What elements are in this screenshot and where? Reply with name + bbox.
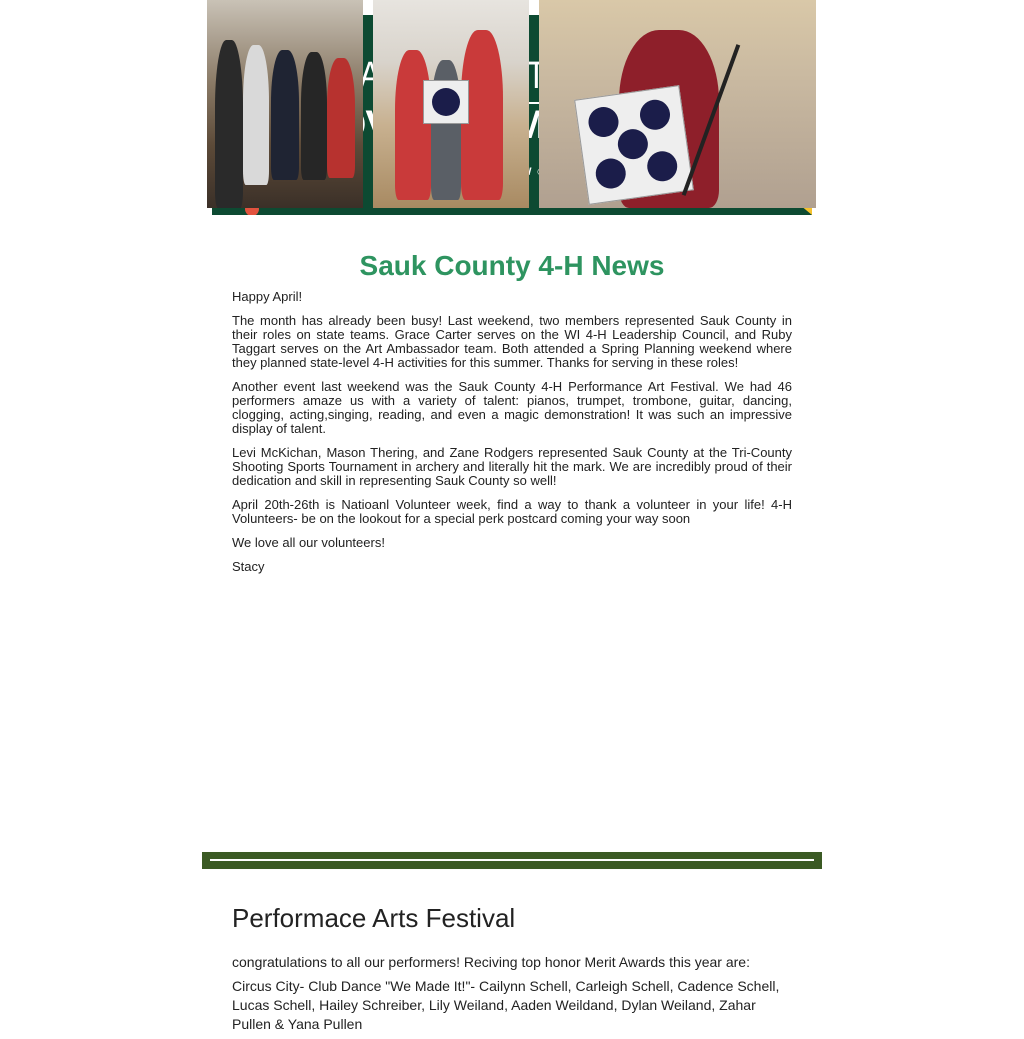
festival-body <box>232 953 792 1039</box>
festival-item-1: Circus City- Club Dance "We Made It!"- Cailynn Schell, Carleigh Schell, Cadence Schell, Lucas Schell, Hailey Schreiber, Lily Weiland, Aaden Weildand, Dylan Weiland, Zahar Pullen & Yana Pullen <box>232 978 780 1032</box>
news-paragraph-1: The month has already been busy! Last weekend, two members represented Sauk County in their roles on state teams. Grace Carter serves on the WI 4-H Leadership Council, and Ruby Taggart serves on the Art Ambassador team. Both attended a Spring Planning weekend where they planned state-level 4-H activities for this summer. Thanks for serving in these roles! <box>232 313 792 370</box>
news-paragraph-3: Levi McKichan, Mason Thering, and Zane Rodgers represented Sauk County at the Tri-County Shooting Sports Tournament in archery and literally hit the mark. We are incredibly proud of their dedication and skill in representing Sauk County so well! <box>232 445 792 488</box>
news-paragraph-2: Another event last weekend was the Sauk County 4-H Performance Art Festival. We had 46 performers amaze us with a variety of talent: pianos, trumpet, trombone, guitar, dancing, clogging, acting,singing, reading, and even a magic demonstration! It was such an impressive display of talent. <box>232 379 792 436</box>
photo-group-outdoors <box>207 0 363 208</box>
section-divider <box>202 852 822 869</box>
festival-intro: congratulations to all our performers! Reciving top honor Merit Awards this year are: <box>232 954 750 970</box>
news-title: Sauk County 4-H News <box>359 250 665 281</box>
news-greeting: Happy April! <box>232 289 303 304</box>
photo-archery-target-duo <box>373 0 529 208</box>
news-paragraph-4: April 20th-26th is Natioanl Volunteer week, find a way to thank a volunteer in your life! 4-H Volunteers- be on the lookout for a special perk postcard coming your way soon <box>232 497 792 526</box>
banner-line2: CLOVER <box>283 103 445 147</box>
news-signature: Stacy <box>232 559 265 574</box>
news-body <box>232 290 792 584</box>
festival-title: Performace Arts Festival <box>232 903 516 933</box>
news-paragraph-5: We love all our volunteers! <box>232 535 385 550</box>
photo-archer-with-target <box>539 0 816 208</box>
